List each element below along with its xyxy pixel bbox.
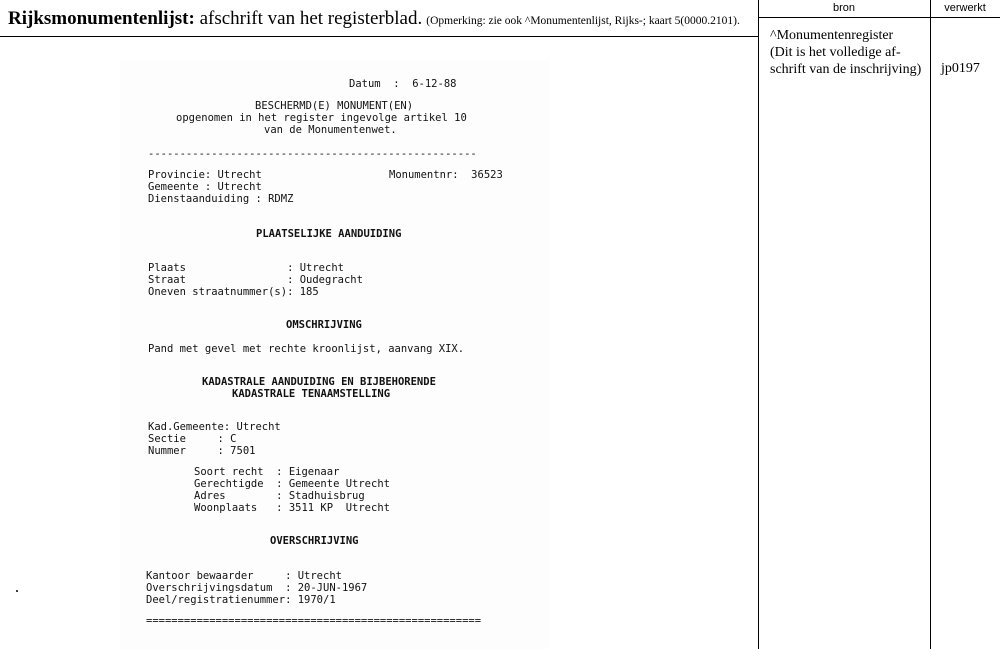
- straatnummer-line: Oneven straatnummer(s): 185: [148, 286, 319, 298]
- recht-line: Gerechtigde : Gemeente Utrecht: [194, 478, 390, 490]
- gemeente-line: Gemeente : Utrecht: [148, 181, 262, 193]
- section-heading-kadastrale: KADASTRALE TENAAMSTELLING: [232, 388, 391, 400]
- heading-line: BESCHERMD(E) MONUMENT(EN): [255, 100, 414, 112]
- provincie-line: Provincie: Utrecht: [148, 169, 262, 181]
- kad-line: Sectie : C: [148, 433, 237, 445]
- recht-line: Woonplaats : 3511 KP Utrecht: [194, 502, 390, 514]
- omschrijving-text: Pand met gevel met rechte kroonlijst, aanvang XIX.: [148, 343, 465, 355]
- overschrijving-line: Deel/registratienummer: 1970/1: [146, 594, 336, 606]
- overschrijving-line: Overschrijvingsdatum : 20-JUN-1967: [146, 582, 368, 594]
- header-rule: [0, 36, 758, 37]
- section-heading-overschrijving: OVERSCHRIJVING: [270, 535, 359, 547]
- column-header-rule: [758, 17, 1000, 18]
- title-note: (Opmerking: zie ook ^Monumentenlijst, Rijks-; kaart 5(0000.2101).: [426, 15, 740, 27]
- scan-speck: [16, 590, 18, 592]
- heading-line: opgenomen in het register ingevolge artikel 10: [176, 112, 467, 124]
- straat-line: Straat : Oudegracht: [148, 274, 363, 286]
- recht-line: Soort recht : Eigenaar: [194, 466, 340, 478]
- column-divider-bron: [758, 0, 759, 649]
- monumentnr-line: Monumentnr: 36523: [389, 169, 503, 181]
- column-divider-verwerkt: [930, 0, 931, 649]
- page-title: [8, 8, 740, 30]
- bron-line: ^Monumentenregister: [770, 28, 894, 43]
- section-heading-plaatselijke: PLAATSELIJKE AANDUIDING: [256, 228, 402, 240]
- column-header-bron: bron: [832, 2, 856, 14]
- recht-line: Adres : Stadhuisbrug: [194, 490, 365, 502]
- verwerkt-code: jp0197: [941, 61, 980, 76]
- plaats-line: Plaats : Utrecht: [148, 262, 344, 274]
- column-header-verwerkt: verwerkt: [944, 2, 986, 14]
- bron-line: (Dit is het volledige af-: [770, 45, 901, 60]
- dienstaanduiding-line: Dienstaanduiding : RDMZ: [148, 193, 294, 205]
- overschrijving-line: Kantoor bewaarder : Utrecht: [146, 570, 342, 582]
- title-bold: Rijksmonumentenlijst:: [8, 8, 195, 29]
- equals-rule: =====================================================: [146, 615, 482, 627]
- section-heading-kadastrale: KADASTRALE AANDUIDING EN BIJBEHORENDE: [202, 376, 436, 388]
- kad-line: Kad.Gemeente: Utrecht: [148, 421, 281, 433]
- dash-rule: ----------------------------------------------------: [148, 148, 477, 160]
- title-rest: afschrift van het registerblad.: [194, 8, 423, 29]
- heading-line: van de Monumentenwet.: [264, 124, 397, 136]
- kad-line: Nummer : 7501: [148, 445, 256, 457]
- section-heading-omschrijving: OMSCHRIJVING: [286, 319, 362, 331]
- bron-line: schrift van de inschrijving): [770, 62, 922, 77]
- bron-entry: [770, 27, 930, 78]
- datum-line: Datum : 6-12-88: [349, 78, 457, 90]
